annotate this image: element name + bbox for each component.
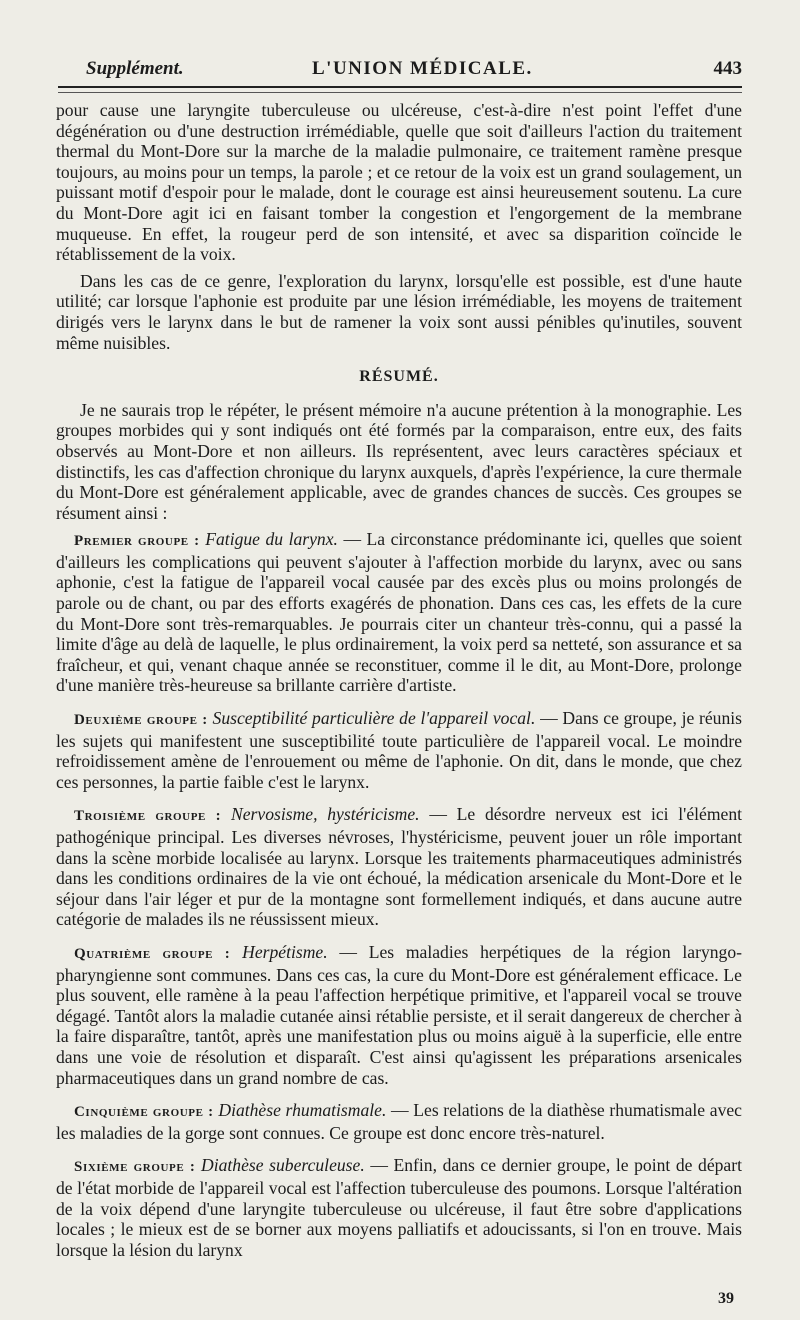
header-rule bbox=[58, 86, 742, 88]
section-label: Supplément. bbox=[86, 58, 184, 79]
group-text: — Dans ce groupe, je réunis les sujets qui manifestent une susceptibilité toute particulière de l'appareil vocal. Le moindre refroidissement amène de l'enrouement ou même de l'aphonie. On dit, dans le monde, que chez ces personnes, la partie faible c'est le larynx. bbox=[56, 708, 743, 792]
section-heading: RÉSUMÉ. bbox=[359, 368, 439, 386]
group-text: — Les relations de la diathèse rhumatismale avec les maladies de la gorge sont connues. Ce groupe est donc encore très-naturel. bbox=[56, 1100, 742, 1143]
group-paragraph-1 bbox=[56, 529, 742, 696]
group-text: — Les maladies herpétiques de la région laryngo-pharyngienne sont communes. Dans ces cas, la cure du Mont-Dore est généralement efficace. Le plus souvent, elle ramène à la peau l'affection herpétique primitive, et l'appareil vocal se trouve dégagé. Tantôt alors la maladie cutanée ainsi rétablie persiste, et il serait dangereux de chercher à la faire disparaître, tantôt, après une manifestation plus ou moins aiguë à la superficie, elle entre dans une voie de résolution et disparaît. C'est ainsi qu'agissent les préparations arsenicales pharmaceutiques dans un grand nombre de cas. bbox=[56, 941, 742, 1088]
paragraph: Je ne saurais trop le répéter, le présent mémoire n'a aucune prétention à la monographie. Les groupes morbides qui y sont indiqués ont été formés par la comparaison, entre eux, des faits observés au Mont-Dore et non ailleurs. Ils représentent, avec leurs caractères spéciaux et distinctifs, les cas d'affection chronique du larynx auxquels, d'après l'expérience, la cure thermale du Mont-Dore est généralement applicable, avec de grandes chances de succès. Ces groupes se résument ainsi : bbox=[56, 399, 742, 523]
article-body bbox=[56, 100, 742, 1272]
group-name: Sixième groupe : bbox=[74, 1159, 196, 1176]
group-title: Diathèse suberculeuse. bbox=[201, 1155, 365, 1176]
group-name: Troisième groupe : bbox=[74, 808, 222, 825]
group-text: — Le désordre nerveux est ici l'élément pathogénique principal. Les diverses névroses, l'hystéricisme, peuvent jouer un rôle important dans la scène morbide localisée au larynx. Lorsque les traitements pharmaceutiques administrés dans les conditions ordinaires de la vie ont échoué, la médication arsenicale du Mont-Dore et le séjour dans l'air léger et pur de la montagne sont formellement indiqués, et dans aucune autre catégorie de malades ils ne réussissent mieux. bbox=[56, 804, 743, 930]
group-paragraph-3 bbox=[56, 804, 742, 930]
group-name: Quatrième groupe : bbox=[74, 945, 231, 962]
header-rule-thin bbox=[58, 92, 742, 93]
group-paragraph-4 bbox=[56, 942, 742, 1088]
paragraph: pour cause une laryngite tuberculeuse ou ulcéreuse, c'est-à-dire n'est point l'effet d'une dégénération ou d'une destruction irrémédiable, quelle que soit d'ailleurs l'action du traitement thermal du Mont-Dore sur la marche de la maladie pulmonaire, ce traitement ramène presque toujours, au moins pour un temps, la parole ; et ce retour de la voix est un grand soulagement, un puissant motif d'espoir pour le malade, dont le courage est ainsi heureusement soutenu. La cure du Mont-Dore agit ici en faisant tomber la congestion et l'engorgement de la membrane muqueuse. En effet, la rougeur perd de son intensité, et avec sa disparition coïncide le rétablissement de la voix. bbox=[56, 100, 742, 265]
group-name: Premier groupe : bbox=[74, 533, 200, 550]
journal-title: L'UNION MÉDICALE. bbox=[312, 58, 533, 79]
page-number: 443 bbox=[713, 58, 742, 79]
group-title: Nervosisme, hystéricisme. bbox=[231, 804, 420, 825]
group-text: — Enfin, dans ce dernier groupe, le point de départ de l'état morbide de l'appareil vocal est l'affection tuberculeuse des poumons. Lorsque l'altération de la voix dépend d'une laryngite tuberculeuse ou ulcéreuse, il faut être sobre d'applications locales ; le mieux est de se borner aux moyens palliatifs et adoucissants, si l'on en trouve. Mais lorsque la lésion du larynx bbox=[56, 1155, 742, 1260]
group-title: Fatigue du larynx. bbox=[205, 529, 338, 550]
group-paragraph-2 bbox=[56, 708, 742, 792]
paragraph: Dans les cas de ce genre, l'exploration du larynx, lorsqu'elle est possible, est d'une haute utilité; car lorsque l'aphonie est produite par une lésion irrémédiable, les moyens de traitement dirigés vers le larynx dans le but de ramener la voix sont aussi pénibles qu'inutiles, souvent même nuisibles. bbox=[56, 270, 742, 353]
group-title: Susceptibilité particulière de l'appareil vocal. bbox=[212, 708, 536, 729]
group-text: — La circonstance prédominante ici, quelles que soient d'ailleurs les complications qui peuvent s'ajouter à l'affection morbide du larynx, avec ou sans aphonie, c'est la fatigue de l'appareil vocal causée par des excès plus ou moins prolongés de parole ou de chant, ou par des efforts exagérés de phonation. Dans ces cas, les effets de la cure du Mont-Dore sont très-remarquables. Je pourrais citer un chanteur très-connu, qui a passé la limite d'âge au delà de laquelle, le plus ordinairement, la voix perd sa netteté, son assurance et sa fraîcheur, et qui, venant chaque année se reconstituer, comme il le dit, au Mont-Dore, prolonge d'une manière très-heureuse sa brillante carrière d'artiste. bbox=[56, 529, 743, 696]
group-title: Diathèse rhumatismale. bbox=[218, 1100, 387, 1121]
group-name: Cinquième groupe : bbox=[74, 1104, 214, 1121]
running-header bbox=[86, 58, 742, 88]
group-paragraph-5 bbox=[56, 1100, 742, 1143]
group-name: Deuxième groupe : bbox=[74, 712, 208, 729]
group-paragraph-6 bbox=[56, 1155, 742, 1260]
signature-mark: 39 bbox=[718, 1290, 734, 1307]
group-title: Herpétisme. bbox=[242, 941, 328, 962]
